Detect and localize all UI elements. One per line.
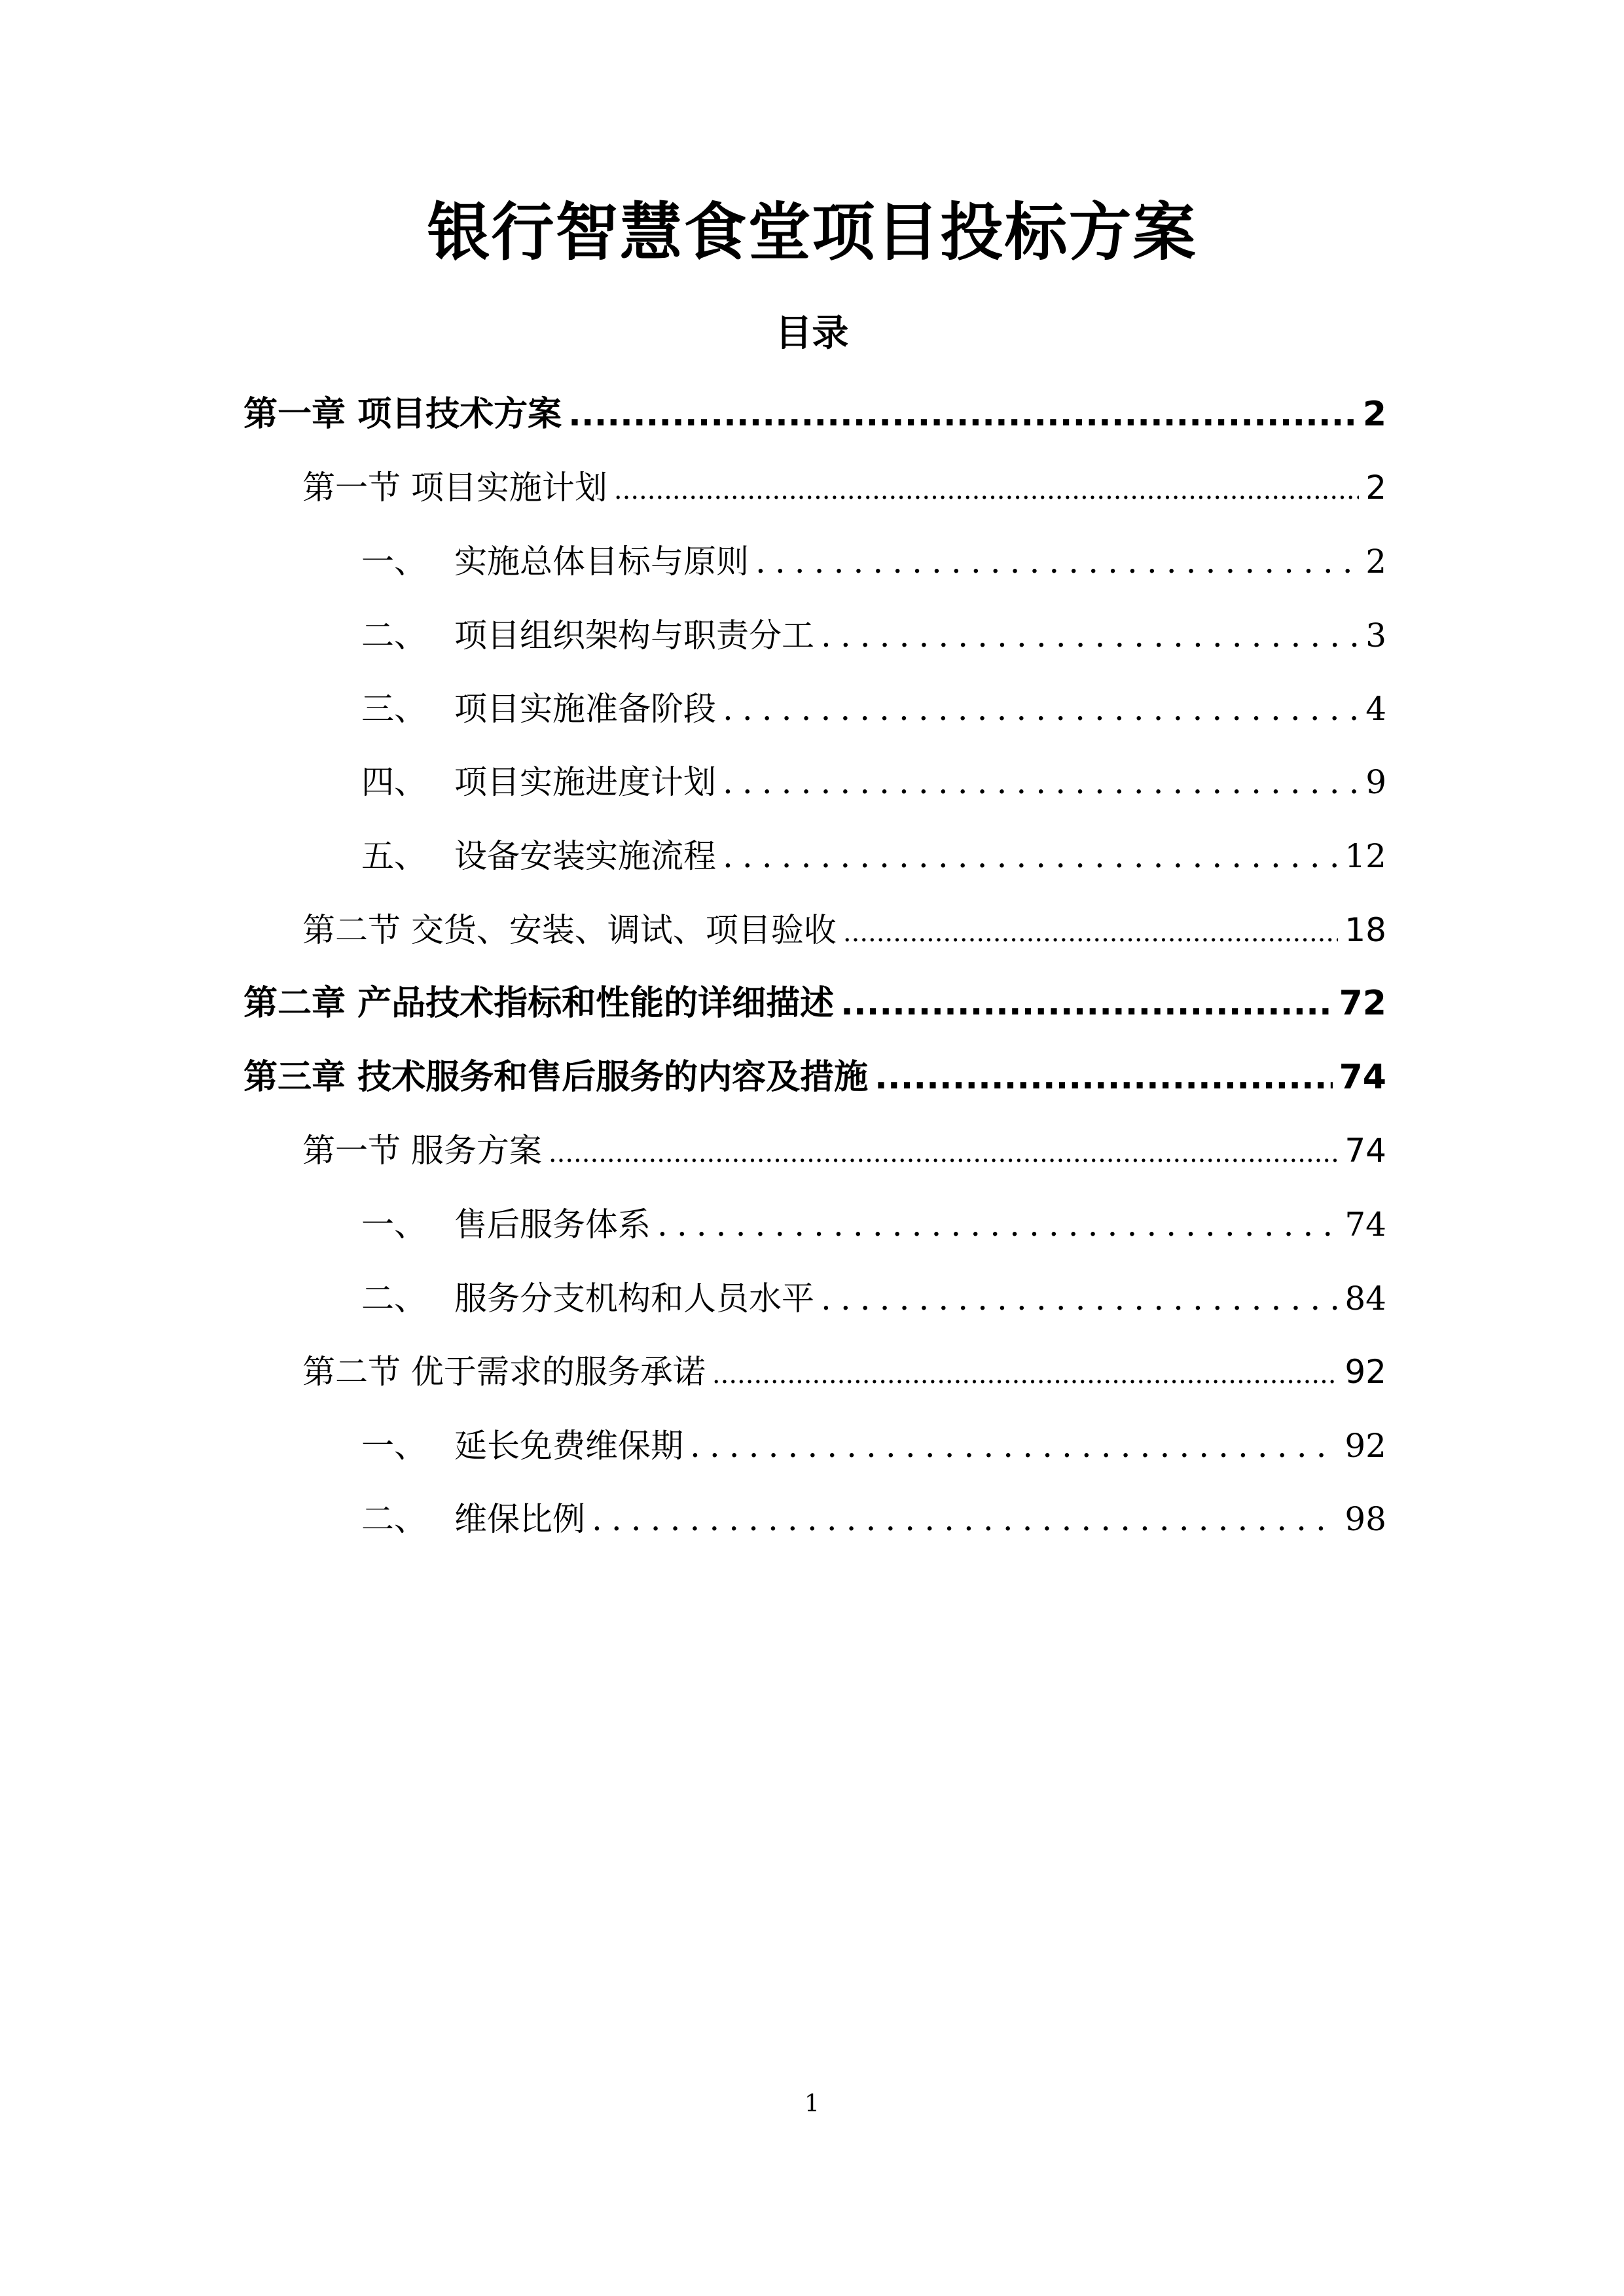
- toc-page-number: 84: [1344, 1280, 1386, 1318]
- toc-entry-item[interactable]: [361, 1491, 1386, 1547]
- toc-dot-leader: [821, 607, 1359, 664]
- toc-page-number: 74: [1339, 1058, 1386, 1097]
- toc-entry-item[interactable]: [361, 828, 1386, 884]
- toc-entry-chapter[interactable]: [244, 386, 1386, 442]
- toc-entry-label: 项目组织架构与职责分工: [454, 617, 814, 655]
- toc-heading: 目录: [775, 312, 849, 355]
- document-title: 银行智慧食堂项目投标方案: [427, 195, 1197, 269]
- toc-page-number: 4: [1365, 690, 1386, 728]
- toc-dot-leader: [755, 533, 1359, 590]
- toc-dot-leader: [840, 975, 1333, 1031]
- toc-entry-label-group: [361, 1491, 585, 1547]
- toc-page-number: 74: [1344, 1132, 1386, 1170]
- toc-page-number: 98: [1344, 1500, 1386, 1538]
- toc-item-number: 一、: [361, 1427, 427, 1465]
- toc-entry-label: 实施总体目标与原则: [454, 543, 749, 581]
- toc-item-number: 一、: [361, 1206, 427, 1244]
- toc-dot-leader: [690, 1418, 1338, 1474]
- toc-entry-label-group: [361, 754, 716, 810]
- toc-entry-label: 第二节 优于需求的服务承诺: [302, 1353, 706, 1391]
- toc-item-number: 四、: [361, 763, 427, 801]
- toc-page-number: 2: [1362, 395, 1386, 434]
- toc-entry-section[interactable]: [302, 1344, 1386, 1400]
- toc-entry-label: 第二节 交货、安装、调试、项目验收: [302, 911, 837, 949]
- toc-dot-leader: [843, 902, 1338, 961]
- toc-item-number: 二、: [361, 617, 427, 655]
- toc-item-number: 五、: [361, 837, 427, 875]
- toc-dot-leader: [712, 1344, 1338, 1403]
- toc-entry-label-group: [361, 533, 749, 590]
- toc-page-number: 2: [1365, 543, 1386, 581]
- toc-entry-label: 延长免费维保期: [454, 1427, 683, 1465]
- toc-entry-section[interactable]: [302, 459, 1386, 516]
- toc-item-number: 一、: [361, 543, 427, 581]
- toc-dot-leader: [657, 1196, 1338, 1253]
- toc-page-number: 74: [1344, 1206, 1386, 1244]
- toc-entry-label-group: [361, 828, 716, 884]
- toc-entry-label: 第一节 项目实施计划: [302, 469, 607, 507]
- toc-entry-label: 第三章 技术服务和售后服务的内容及措施: [244, 1058, 869, 1097]
- toc-page-number: 92: [1344, 1427, 1386, 1465]
- toc-dot-leader: [821, 1270, 1338, 1327]
- toc-entry-label-group: [361, 681, 716, 737]
- toc-entry-section[interactable]: [302, 902, 1386, 958]
- toc-entry-label-group: [361, 1196, 651, 1253]
- toc-page-number: 9: [1365, 763, 1386, 801]
- toc-dot-leader: [723, 828, 1338, 884]
- toc-entry-item[interactable]: [361, 533, 1386, 590]
- toc-entry-label: 售后服务体系: [454, 1206, 651, 1244]
- toc-entry-item[interactable]: [361, 754, 1386, 810]
- toc-page-number: 12: [1344, 837, 1386, 875]
- toc-page-number: 18: [1344, 911, 1386, 949]
- toc-entry-label-group: [361, 1418, 683, 1474]
- toc-entry-section[interactable]: [302, 1122, 1386, 1179]
- toc-entry-label: 服务分支机构和人员水平: [454, 1280, 814, 1318]
- toc-entry-item[interactable]: [361, 1270, 1386, 1327]
- toc-entry-chapter[interactable]: [244, 975, 1386, 1031]
- toc-dot-leader: [875, 1049, 1333, 1105]
- toc-entry-item[interactable]: [361, 607, 1386, 664]
- toc-page-number: 72: [1339, 984, 1386, 1023]
- toc-page-number: 92: [1344, 1353, 1386, 1391]
- toc-entry-label: 第一章 项目技术方案: [244, 395, 562, 434]
- toc-entry-label-group: [361, 607, 814, 664]
- toc-entry-label: 设备安装实施流程: [454, 837, 716, 875]
- toc-page-number: 2: [1365, 469, 1386, 507]
- toc-entry-label: 维保比例: [454, 1500, 585, 1538]
- toc-entry-chapter[interactable]: [244, 1049, 1386, 1105]
- toc-entry-label-group: [361, 1270, 814, 1327]
- toc-item-number: 三、: [361, 690, 427, 728]
- toc-page-number: 3: [1365, 617, 1386, 655]
- toc-entry-item[interactable]: [361, 681, 1386, 737]
- toc-entry-item[interactable]: [361, 1196, 1386, 1253]
- page-number-footer: 1: [804, 2090, 820, 2117]
- toc-dot-leader: [568, 386, 1356, 442]
- toc-item-number: 二、: [361, 1280, 427, 1318]
- toc-entry-label: 项目实施进度计划: [454, 763, 716, 801]
- toc-entry-label: 第一节 服务方案: [302, 1132, 542, 1170]
- toc-item-number: 二、: [361, 1500, 427, 1538]
- toc-entry-label: 第二章 产品技术指标和性能的详细描述: [244, 984, 835, 1023]
- toc-dot-leader: [723, 754, 1359, 810]
- toc-entry-label: 项目实施准备阶段: [454, 690, 716, 728]
- toc-dot-leader: [723, 681, 1359, 737]
- toc-dot-leader: [592, 1491, 1338, 1547]
- toc-dot-leader: [549, 1122, 1338, 1181]
- toc-entry-item[interactable]: [361, 1418, 1386, 1474]
- toc-dot-leader: [614, 459, 1359, 518]
